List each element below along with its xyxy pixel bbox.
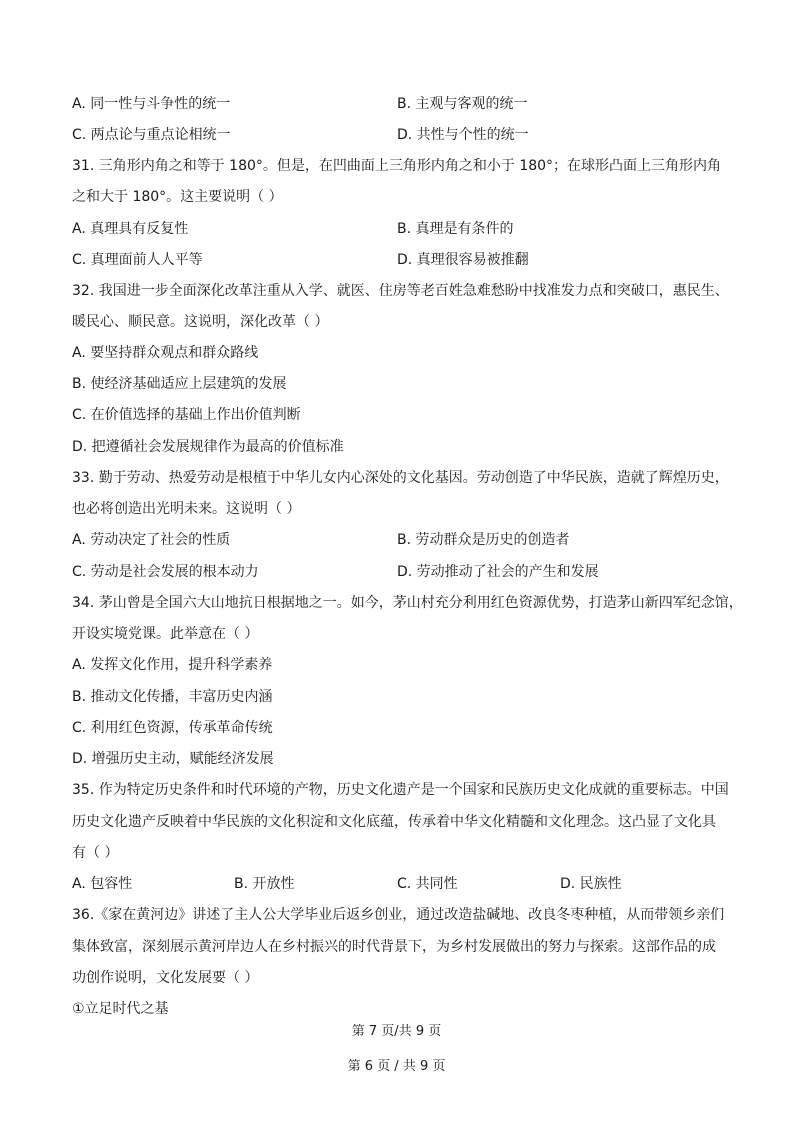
q32-stem-line-1: 32. 我国进一步全面深化改革注重从入学、就医、住房等老百姓急难愁盼中找准发力点和突破口，惠民生、 — [72, 283, 729, 299]
q31-option-d: D. 真理很容易被推翻 — [397, 252, 529, 268]
q36-stem-line-2: 集体致富，深刻展示黄河岸边人在乡村振兴的时代背景下，为乡村发展做出的努力与探索。这部作品的成 — [72, 939, 716, 955]
page-number-outer: 第 6 页 / 共 9 页 — [347, 1059, 446, 1074]
q30-option-a: A. 同一性与斗争性的统一 — [72, 96, 231, 112]
q35-option-a: A. 包容性 — [72, 876, 133, 892]
q31-stem-line-2: 之和大于 180°。这主要说明（ ） — [72, 189, 283, 205]
q30-option-d: D. 共性与个性的统一 — [397, 127, 529, 143]
q32-option-c: C. 在价值选择的基础上作出价值判断 — [72, 407, 301, 423]
q35-option-d: D. 民族性 — [560, 876, 622, 892]
q36-stem-line-3: 功创作说明，文化发展要（ ） — [72, 970, 259, 986]
q34-stem-line-2: 开设实境党课。此举意在（ ） — [72, 626, 259, 642]
q33-option-c: C. 劳动是社会发展的根本动力 — [72, 564, 259, 580]
q31-option-a: A. 真理具有反复性 — [72, 221, 189, 237]
q36-stem-line-1: 36.《家在黄河边》讲述了主人公大学毕业后返乡创业，通过改造盐碱地、改良冬枣种植，从而带领乡亲们 — [72, 907, 725, 923]
q31-stem-line-1: 31. 三角形内角之和等于 180°。但是，在凹曲面上三角形内角之和小于 180°；在球形凸面上三角形内角 — [72, 158, 722, 174]
q32-stem-line-2: 暖民心、顺民意。这说明，深化改革（ ） — [72, 314, 329, 330]
q36-item-1: ①立足时代之基 — [72, 1001, 169, 1017]
q33-stem-line-2: 也必将创造出光明未来。这说明（ ） — [72, 501, 301, 517]
q32-option-a: A. 要坚持群众观点和群众路线 — [72, 345, 259, 361]
q35-stem-line-1: 35. 作为特定历史条件和时代环境的产物，历史文化遗产是一个国家和民族历史文化成就的重要标志。中国 — [72, 782, 729, 798]
q32-option-d: D. 把遵循社会发展规律作为最高的价值标准 — [72, 439, 344, 455]
q35-option-c: C. 共同性 — [397, 876, 458, 892]
q34-option-a: A. 发挥文化作用，提升科学素养 — [72, 657, 273, 673]
q30-option-c: C. 两点论与重点论相统一 — [72, 127, 231, 143]
q33-option-a: A. 劳动决定了社会的性质 — [72, 532, 231, 548]
q34-option-b: B. 推动文化传播，丰富历史内涵 — [72, 689, 273, 705]
q31-option-b: B. 真理是有条件的 — [397, 221, 514, 237]
q31-option-c: C. 真理面前人人平等 — [72, 252, 203, 268]
q33-stem-line-1: 33. 勤于劳动、热爱劳动是根植于中华儿女内心深处的文化基因。劳动创造了中华民族，造就了辉煌历史， — [72, 470, 729, 486]
q34-stem-line-1: 34. 茅山曾是全国六大山地抗日根据地之一。如今，茅山村充分利用红色资源优势，打造茅山新四军纪念馆， — [72, 595, 743, 611]
q34-option-c: C. 利用红色资源，传承革命传统 — [72, 720, 273, 736]
q32-option-b: B. 使经济基础适应上层建筑的发展 — [72, 376, 287, 392]
page-number-inner: 第 7 页/共 9 页 — [351, 1024, 442, 1039]
q33-option-b: B. 劳动群众是历史的创造者 — [397, 532, 570, 548]
q35-stem-line-3: 有（ ） — [72, 845, 119, 861]
q34-option-d: D. 增强历史主动，赋能经济发展 — [72, 751, 274, 767]
q35-option-b: B. 开放性 — [234, 876, 295, 892]
q33-option-d: D. 劳动推动了社会的产生和发展 — [397, 564, 599, 580]
q35-stem-line-2: 历史文化遗产反映着中华民族的文化积淀和文化底蕴，传承着中华文化精髓和文化理念。这凸显了文化具 — [72, 814, 716, 830]
q30-option-b: B. 主观与客观的统一 — [397, 96, 528, 112]
